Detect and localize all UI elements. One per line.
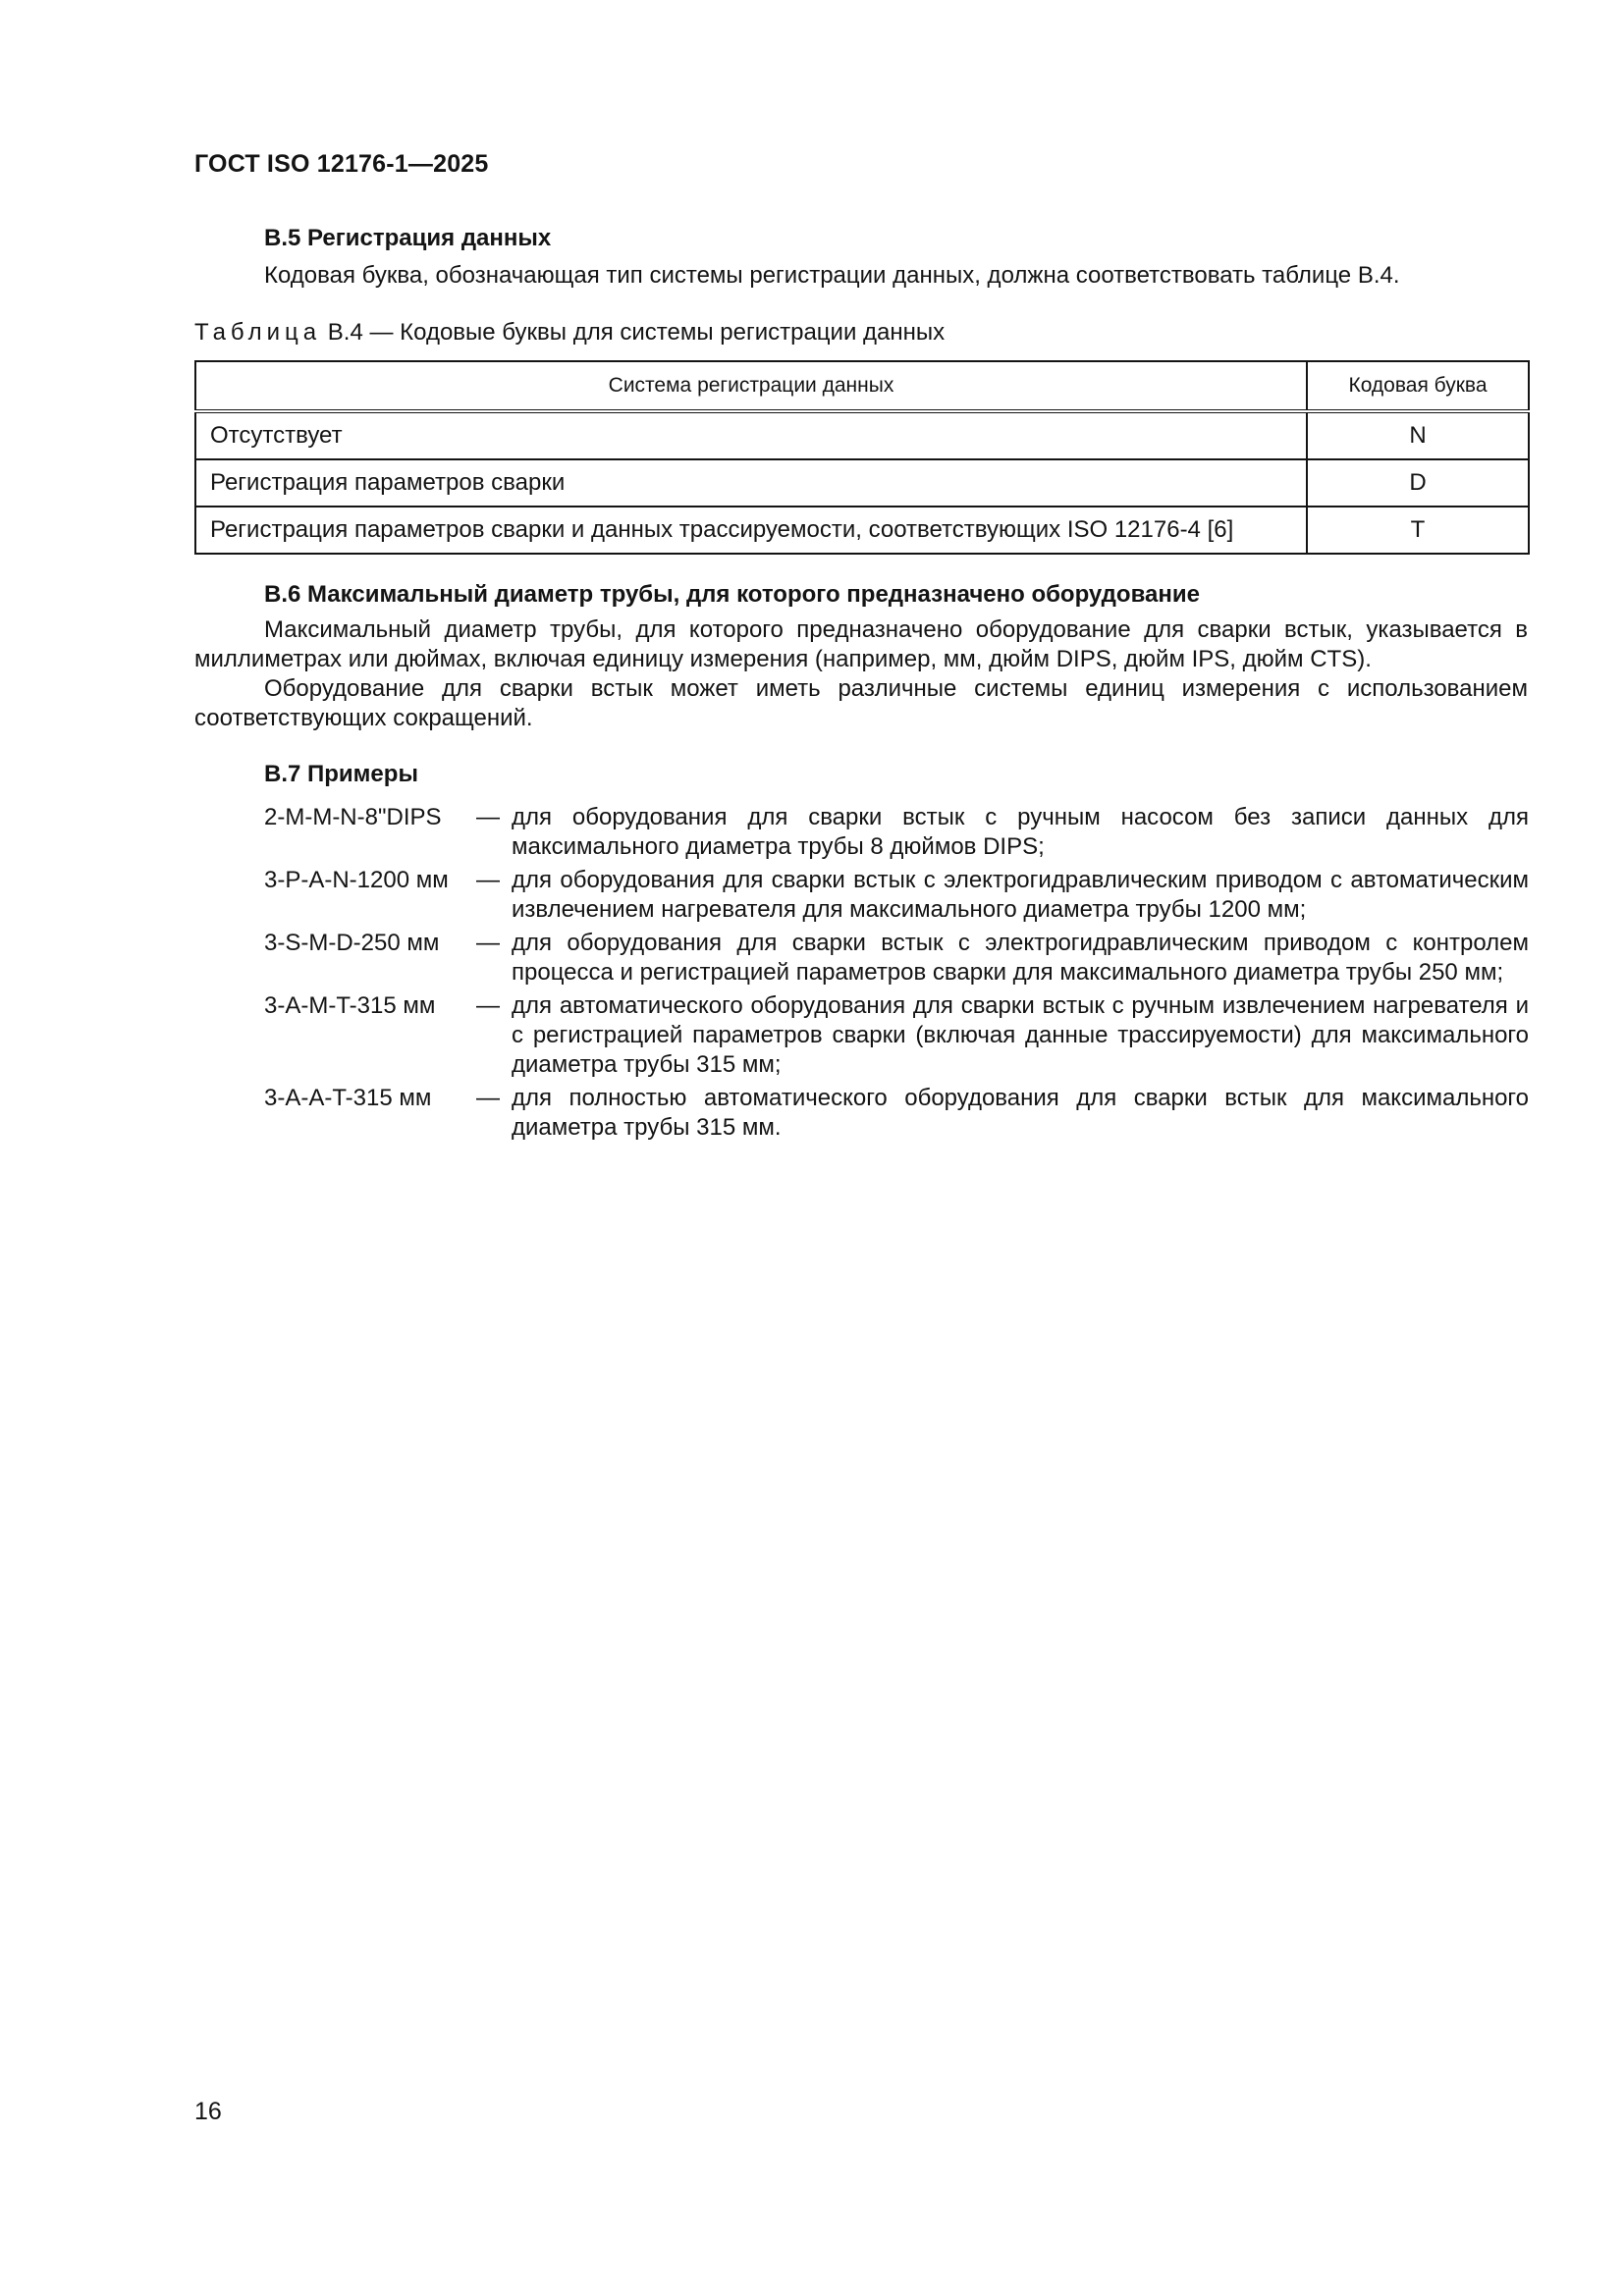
table-cell-code: T [1307, 507, 1529, 554]
example-code: 3-A-A-T-315 мм [264, 1085, 432, 1111]
table-row [195, 459, 1529, 507]
section-b7 [194, 760, 1528, 789]
example-dash: — [476, 804, 500, 830]
example-dash: — [476, 1085, 500, 1111]
section-b7-heading: В.7 Примеры [264, 761, 418, 787]
section-b6-paragraph-2: Оборудование для сварки встык может иметь различные системы единиц измерения с использованием соответствующих сокращений. [194, 675, 1528, 731]
table-caption-text: В.4 — Кодовые буквы для системы регистрации данных [321, 319, 946, 346]
column-header-code: Кодовая буква [1307, 361, 1529, 411]
section-b6-paragraph-1: Максимальный диаметр трубы, для которого предназначено оборудование для сварки встык, указывается в миллиметрах или дюймах, включая единицу измерения (например, мм, дюйм DIPS, дюйм IPS, дюйм CTS). [194, 616, 1528, 672]
table-cell-system: Регистрация параметров сварки и данных трассируемости, соответствующих ISO 12176-4 [6] [195, 507, 1307, 554]
example-description: для оборудования для сварки встык с электрогидравлическим приводом с автоматическим извлечением нагревателя для максимального диаметра трубы 1200 мм; [512, 867, 1529, 923]
example-code: 3-A-M-T-315 мм [264, 992, 436, 1019]
table-row [195, 411, 1529, 459]
example-code: 2-M-M-N-8"DIPS [264, 804, 442, 830]
table-cell-system: Отсутствует [195, 411, 1307, 459]
list-item [264, 929, 1529, 988]
table-caption-prefix: Таблица [194, 319, 322, 346]
example-description: для полностью автоматического оборудования для сварки встык для максимального диаметра трубы 315 мм. [512, 1085, 1529, 1141]
example-description: для оборудования для сварки встык с ручным насосом без записи данных для максимального диаметра трубы 8 дюймов DIPS; [512, 804, 1529, 860]
section-b5-heading: В.5 Регистрация данных [264, 225, 552, 251]
column-header-system: Система регистрации данных [195, 361, 1307, 411]
page-number: 16 [194, 2098, 222, 2125]
table-cell-system: Регистрация параметров сварки [195, 459, 1307, 507]
list-item [264, 991, 1529, 1080]
example-description: для оборудования для сварки встык с электрогидравлическим приводом с контролем процесса и регистрацией параметров сварки для максимального диаметра трубы 250 мм; [512, 930, 1529, 986]
examples-list [264, 803, 1529, 1147]
table-header-row [195, 361, 1529, 411]
example-dash: — [476, 992, 500, 1019]
list-item [264, 803, 1529, 862]
example-dash: — [476, 867, 500, 893]
example-code: 3-P-A-N-1200 мм [264, 867, 449, 893]
table-cell-code: N [1307, 411, 1529, 459]
example-code: 3-S-M-D-250 мм [264, 930, 440, 956]
list-item [264, 866, 1529, 925]
example-dash: — [476, 930, 500, 956]
table-cell-code: D [1307, 459, 1529, 507]
section-b5 [194, 224, 1528, 291]
section-b6-heading: В.6 Максимальный диаметр трубы, для которого предназначено оборудование [264, 581, 1200, 608]
example-description: для автоматического оборудования для сварки встык с ручным извлечением нагревателя и с регистрацией параметров сварки (включая данные трассируемости) для максимального диаметра трубы 315 мм; [512, 992, 1529, 1078]
table-row [195, 507, 1529, 554]
table-b4 [194, 360, 1530, 555]
section-b6 [194, 580, 1528, 733]
section-b5-text: Кодовая буква, обозначающая тип системы регистрации данных, должна соответствовать таблице В.4. [264, 262, 1400, 289]
list-item [264, 1084, 1529, 1143]
document-id: ГОСТ ISO 12176-1—2025 [194, 150, 489, 178]
table-b4-caption [194, 318, 945, 347]
